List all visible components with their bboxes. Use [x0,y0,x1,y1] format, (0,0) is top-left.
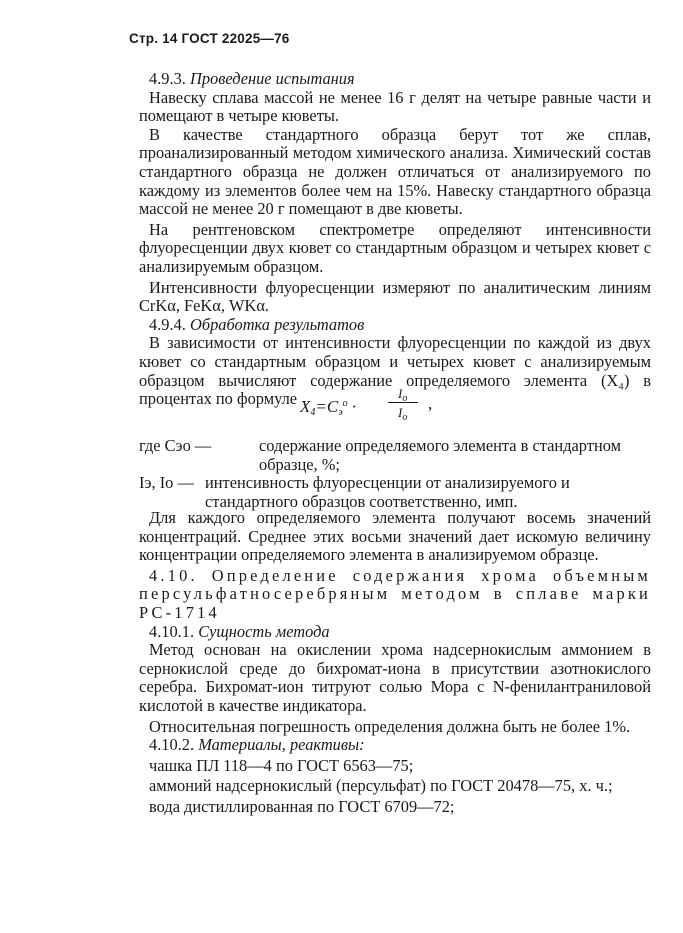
definition-term: где Cэо — [139,436,212,455]
section-number: 4.10.1. [149,621,195,641]
section-title: Сущность метода [198,621,330,641]
section-heading [139,316,651,335]
list-item: чашка ПЛ 118—4 по ГОСТ 6563—75; [149,755,414,775]
paragraph: Метод основан на окислении хрома надсернокислым аммонием в сернокислой среде до бихромат-иона в присутствии азотнокислого серебра. Бихромат-ион титруют солью Мора с N-фенилантраниловой кислотой в качестве индикатора. [139,640,651,715]
section-number: 4.9.3. [149,69,186,88]
section-number: 4.10.2. [149,735,195,755]
definition-desc: интенсивность флуоресценции от анализируемого и стандартного образцов соответственно, имп. [205,473,570,511]
paragraph: Навеску сплава массой не менее 16 г делят на четыре равные части и помещают в четыре кюветы. [139,87,651,126]
list-item: аммоний надсернокислый (персульфат) по ГОСТ 20478—75, х. ч.; [149,776,613,796]
section-number: 4.9.4. [149,314,186,334]
paragraph: В зависимости от интенсивности флуоресценции по каждой из двух кювет со стандартным образцом и четырех кювет с анализируемым образцом вычисляют содержание определяемого элемента (X₄) в процентах по формуле [139,333,651,409]
page-header: Стр. 14 ГОСТ 22025—76 [129,31,290,46]
section-title: Определение содержания хрома объемным персульфатносеребряным методом в сплаве марки РС-1714 [139,565,651,622]
section-heading [139,567,651,623]
section-title: Обработка результатов [190,314,365,334]
paragraph: Для каждого определяемого элемента получают восемь значений концентраций. Среднее этих восьми значений дает искомую величину концентрации определяемого элемента в анализируемом образце. [139,508,651,565]
section-heading [139,623,651,642]
definition-desc: содержание определяемого элемента в стандартном образце, %; [259,436,621,474]
formula-comma: , [428,394,433,413]
section-4-9-3 [139,70,651,409]
formula-denominator: $I_о$ [398,405,408,423]
section-title: Материалы, реактивы: [198,735,365,755]
paragraph: Относительная погрешность определения должна быть не более 1%. [149,716,631,736]
definition-term: Iэ, Iо — [139,473,194,492]
section-heading [139,70,651,89]
section-title: Проведение испытания [190,69,355,88]
paragraph: Интенсивности флуоресценции измеряют по аналитическим линиям CrKα, FeKα, WKα. [139,277,651,316]
list-item: вода дистиллированная по ГОСТ 6709—72; [149,796,455,816]
paragraph: В качестве стандартного образца берут тот же сплав, проанализированный методом химического анализа. Химический состав стандартного образца не должен отличаться от анализируемого по каждому из элементов более чем на 15%. Навеску стандартного образца массой не менее 20 г помещают в две кюветы. [139,124,651,219]
section-number: 4.10. [149,565,198,585]
fraction-bar [388,402,418,403]
section-heading [139,736,651,755]
formula-numerator: $I_о$ [398,386,408,404]
paragraph: На рентгеновском спектрометре определяют интенсивности флуоресценции двух кювет со стандартным образцом и четырех кювет с анализируемым образцом. [139,219,651,276]
section-4-10 [139,509,651,817]
formula-lhs: $X_4=C_э^о$ · [300,397,357,418]
